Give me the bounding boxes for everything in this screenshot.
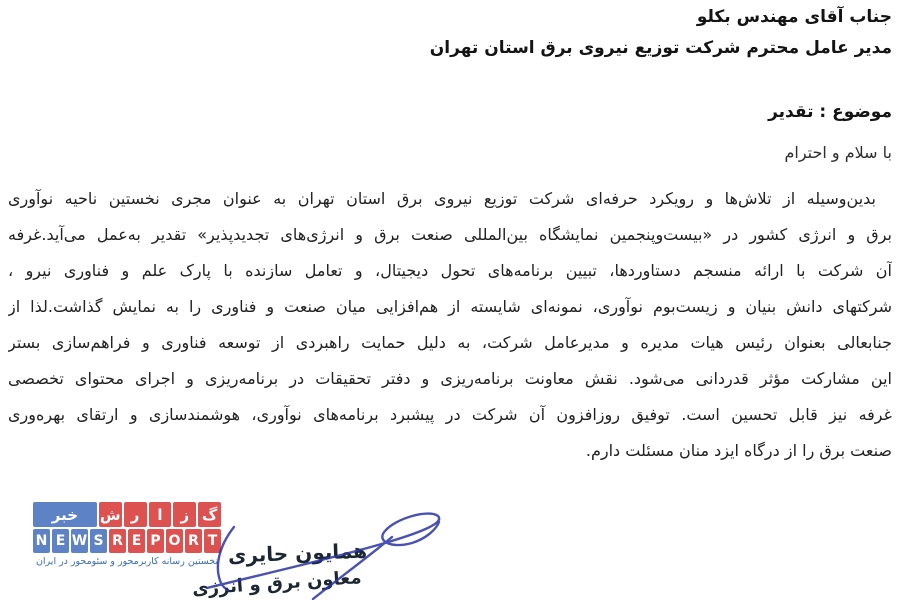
body-line: غرفه نیز قابل تحسین است. توفیق روزافزون آن شرکت در پیشبرد برنامه‌های نوآوری، هوشمندسازی و ارتقای بهره‌وری [8,405,892,424]
body-line: بدین‌وسیله از تلاش‌ها و رویکرد حرفه‌ای شرکت توزیع نیروی برق استان تهران به عنوان مجری نخستین ناحیه نوآوری [8,189,876,208]
logo-letter-block: ز [173,502,196,527]
logo-letter-block: E [128,529,145,553]
letter-recipient [8,2,892,64]
logo-letter-block: S [90,529,107,553]
logo-letter-block: گ [198,502,221,527]
logo-letter-block: ش [99,502,122,527]
recipient-role: مدیر عامل محترم شرکت توزیع نیروی برق استان تهران [429,38,892,58]
body-line: آن شرکت با ارائه منسجم دستاوردها، تبیین برنامه‌های تحول دیجیتال، و تعامل سازنده با پارک علم و فناوری نیرو ، [8,261,892,280]
logo-letter-block: W [71,529,88,553]
letter-greeting: با سلام و احترام [784,143,892,162]
logo-letter-block: R [185,529,202,553]
logo-letter-block: ر [124,502,147,527]
signatory-title: معاون برق و انرژی [191,567,363,600]
logo-letter-block: E [52,529,69,553]
body-line: شرکتهای دانش بنیان و زیست‌بوم نوآوری، نمونه‌ای شایسته از هم‌افزایی میان صنعت و فناوری را به نمایش گذاشت.لذا از [8,297,892,316]
letter-body [8,181,892,469]
recipient-name: جناب آقای مهندس بکلو [696,7,892,27]
logo-letter-block: T [204,529,221,553]
body-line: صنعت برق را از درگاه ایزد منان مسئلت دارم. [585,441,892,460]
letter-subject: موضوع : تقدیر [768,102,892,122]
body-line: برق و انرژی کشور در «بیست‌وپنجمین نمایشگاه بین‌المللی صنعت برق و انرژی‌های تجدیدپذیر» تقدیر به‌عمل می‌آید.غرفه [8,225,892,244]
logo-letter-block: P [147,529,164,553]
logo-tagline: نخستین رسانه کاربرمحور و سئومحور در ایران [35,556,219,567]
body-line: جنابعالی بعنوان رئیس هیات مدیره و مدیرعامل شرکت، به دلیل حمایت راهبردی از توسعه فناوری و فراهم‌سازی بستر [8,333,892,352]
logo-letter-block: R [109,529,126,553]
logo-english-row [33,529,221,553]
logo-letter-block: ا [149,502,172,527]
logo-word-block: خبر [33,502,97,527]
newsreport-watermark-logo [33,502,221,567]
logo-letter-block: O [166,529,183,553]
logo-letter-block: N [33,529,50,553]
logo-persian-row [33,502,221,527]
body-line: این مشارکت مؤثر قدردانی می‌شود. نقش معاونت برنامه‌ریزی و دفتر تحقیقات در برنامه‌ریزی و اجرای محتوای تخصصی [8,369,892,388]
signatory-name: همایون حایری [227,538,368,568]
